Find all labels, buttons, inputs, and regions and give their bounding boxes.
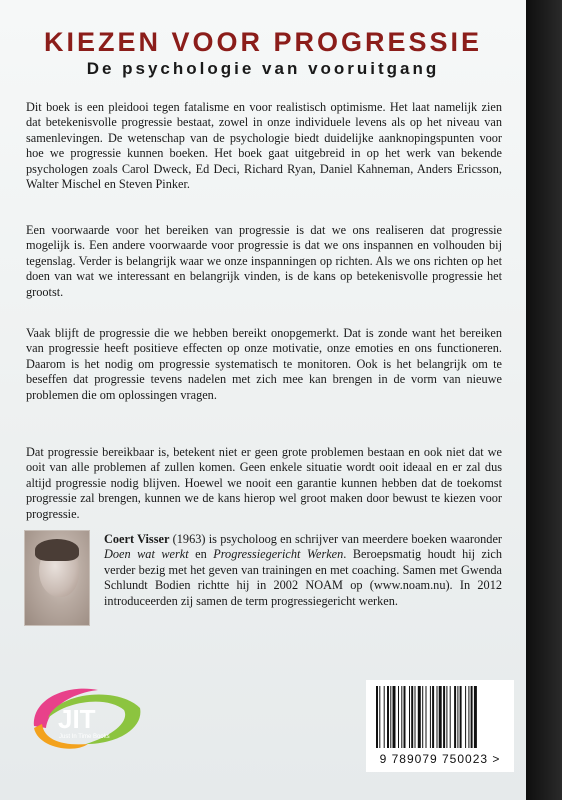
barcode-bar (387, 686, 389, 748)
barcode-bar (390, 686, 391, 748)
barcode-bar (415, 686, 416, 748)
logo-text: JIT (58, 704, 96, 734)
barcode-bar (450, 686, 451, 748)
barcode-bar (437, 686, 438, 748)
author-book-2: Progressiegericht Werken (213, 547, 344, 562)
barcode-bar (457, 686, 458, 748)
barcode-bar (468, 686, 469, 748)
barcode-bar (384, 686, 385, 748)
barcode-bar (446, 686, 447, 748)
barcode-bar (430, 686, 431, 748)
barcode-bar (460, 686, 462, 748)
barcode-bar (411, 686, 413, 748)
barcode-bar (432, 686, 434, 748)
barcode-bar (409, 686, 410, 748)
barcode-bar (398, 686, 399, 748)
blurb-paragraph-1: Dit boek is een pleidooi tegen fatalisme en voor realistisch optimisme. Het laat namelijk zien dat betekenisvolle progressie bestaat, zowel in onze individuele levens als op het niveau van samenlevingen. De wetenschap van de psychologie biedt duidelijke aanknopingspunten voor hoe we progressie kunnen boeken. Het boek gaat uitgebreid in op het werk van bekende psychologen zoals Carol Dweck, Ed Deci, Richard Ryan, Daniel Kahneman, Anders Ericsson, Walter Mischel en Steven Pinker. (26, 100, 502, 192)
author-bio-text-1: (1963) is psycholoog en schrijver van meerdere boeken waaronder (169, 532, 502, 546)
publisher-logo (28, 678, 146, 754)
barcode-bar (443, 686, 445, 748)
barcode-bar (465, 686, 466, 748)
logo-tagline: Just In Time Books (59, 734, 110, 740)
blurb-paragraph-3: Vaak blijft de progressie die we hebben bereikt onopgemerkt. Dat is zonde want het bereiken van progressie heeft positieve effecten op onze motivatie, onze emoties en ons functioneren. Daarom is het nodig om progressie systematisch te monitoren. Ook is het belangrijk om te beseffen dat progressie tevens nadelen met zich mee kan brengen in de vorm van nieuwe problemen die om oplossingen vragen. (26, 326, 502, 402)
barcode-bars (374, 686, 506, 748)
author-bio-text-3: . Beroepsmatig houdt hij zich verder bezig met het geven van trainingen en met coaching. Samen met Gwenda Schlundt Bodien richtte hij in 2002 NOAM op (www.noam.nu). In 2012 introduceerden zij samen de term progressiegericht werken. (104, 547, 502, 608)
spine-shadow (526, 0, 562, 800)
isbn-number: 9 789079 750023 > (379, 752, 501, 766)
barcode-bar (454, 686, 456, 748)
book-subtitle: De psychologie van vooruitgang (86, 59, 440, 78)
barcode-bar (422, 686, 423, 748)
isbn-barcode (366, 680, 514, 772)
barcode-bar (474, 686, 477, 748)
barcode-bar (404, 686, 406, 748)
barcode-bar (439, 686, 442, 748)
barcode-bar (379, 686, 380, 748)
author-hair (35, 539, 79, 561)
blurb-paragraph-4: Dat progressie bereikbaar is, betekent niet er geen grote problemen bestaan en ook niet dat we ooit van alle problemen af zullen komen. Geen enkele situatie wordt ooit ideaal en er zal dus altijd progressie nodig blijven. Hoewel we nooit een garantie kunnen hebben dat de toekomst progressie zal brengen, kunnen we de kans hierop wel groot maken door bewust te kiezen voor progressie. (26, 445, 502, 521)
barcode-bar (471, 686, 473, 748)
author-name: Coert Visser (104, 532, 170, 546)
author-photo (24, 530, 90, 626)
barcode-bar (418, 686, 421, 748)
barcode-bar (376, 686, 378, 748)
book-title: KIEZEN VOOR PROGRESSIE (43, 27, 483, 57)
author-bio (104, 532, 502, 609)
barcode-bar (401, 686, 402, 748)
blurb-paragraph-2: Een voorwaarde voor het bereiken van progressie is dat we ons realiseren dat progressie mogelijk is. Een andere voorwaarde voor progressie is dat we ons inspannen en volhouden bij tegenslag. Verder is belangrijk waar we onze inspanningen op richten. Als we ons richten op het doen van wat we interessant en belangrijk vinden, is de kans op betekenisvolle progressie het grootst. (26, 223, 502, 299)
barcode-bar (426, 686, 427, 748)
author-bio-text-2: en (188, 547, 214, 562)
author-book-1: Doen wat werkt (104, 547, 189, 562)
barcode-bar (393, 686, 396, 748)
